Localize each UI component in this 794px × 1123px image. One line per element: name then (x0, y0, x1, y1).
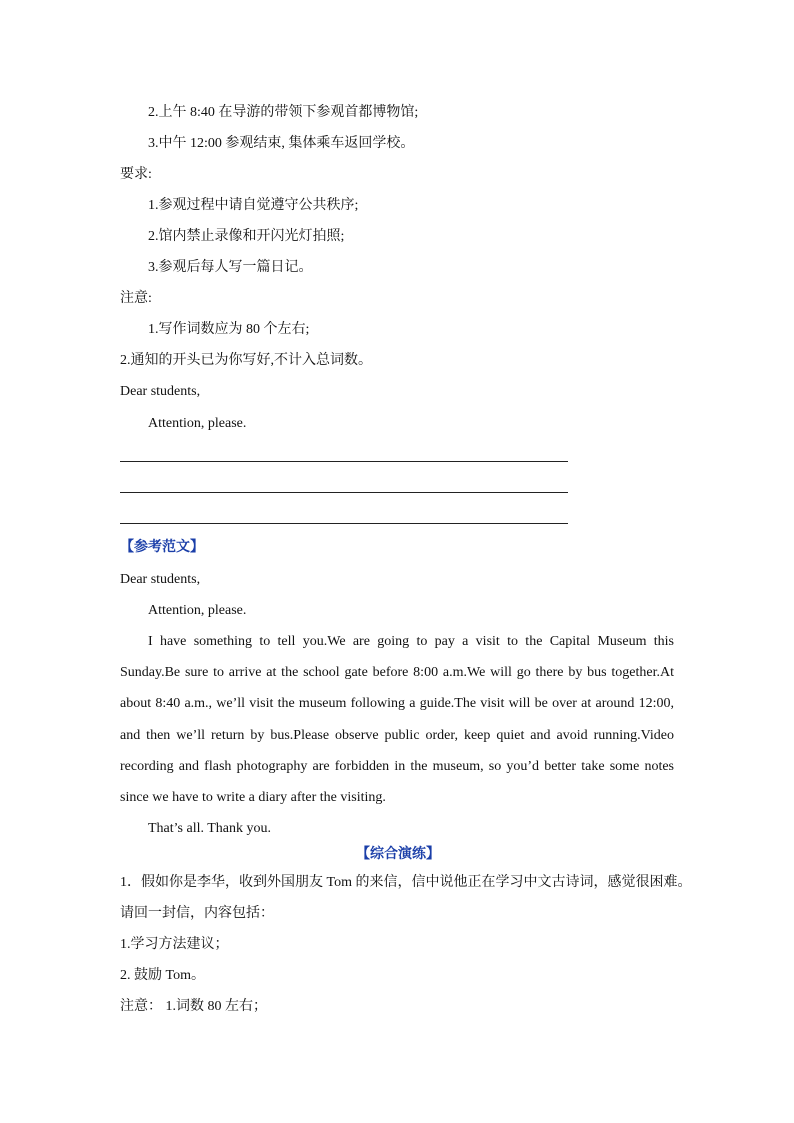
task-opening: Attention, please. (148, 416, 247, 431)
practice-question-1-cont: 请回一封信，内容包括： (120, 906, 274, 921)
requirement-item-1: 1.参观过程中请自觉遵守公共秩序; (148, 198, 359, 213)
practice-question-1: 1．假如你是李华，收到外国朋友 Tom 的来信，信中说他正在学习中文古诗词，感觉很困难。 (120, 875, 692, 890)
requirements-label: 要求: (120, 167, 152, 182)
notes-label: 注意: (120, 291, 152, 306)
schedule-item-2: 2.上午 8:40 在导游的带领下参观首都博物馆; (148, 105, 419, 120)
answer-blank-line (120, 523, 568, 524)
sample-opening: Attention, please. (148, 603, 247, 618)
requirement-item-2: 2.馆内禁止录像和开闪光灯拍照; (148, 229, 345, 244)
answer-blank-line (120, 492, 568, 493)
practice-note: 注意： 1.词数 80 左右； (120, 999, 267, 1014)
practice-point-2: 2. 鼓励 Tom。 (120, 968, 205, 983)
note-item-1: 1.写作词数应为 80 个左右; (148, 322, 310, 337)
note-item-2: 2.通知的开头已为你写好,不计入总词数。 (120, 353, 372, 368)
sample-body: I have something to tell you.We are going to pay a visit to the Capital Museum this Sunday.Be sure to arrive at the school gate before 8:00 a.m.We will go there by bus together.At about 8:40 a.m., we’ll visit the museum following a guide.The visit will be over at around 12:00, and then we’ll return by bus.Please observe public order, keep quiet and avoid running.Video recording and flash photography are forbidden in the museum, so you’d better take some notes since we have to write a diary after the visiting. (120, 634, 674, 806)
sample-heading: 【参考范文】 (120, 540, 204, 555)
practice-point-1: 1.学习方法建议； (120, 937, 229, 952)
practice-heading: 【综合演练】 (356, 847, 440, 862)
sample-closing: That’s all. Thank you. (148, 821, 271, 836)
task-salutation: Dear students, (120, 384, 201, 399)
answer-blank-line (120, 461, 568, 462)
schedule-item-3: 3.中午 12:00 参观结束, 集体乘车返回学校。 (148, 136, 415, 151)
requirement-item-3: 3.参观后每人写一篇日记。 (148, 260, 313, 275)
sample-salutation: Dear students, (120, 572, 201, 587)
